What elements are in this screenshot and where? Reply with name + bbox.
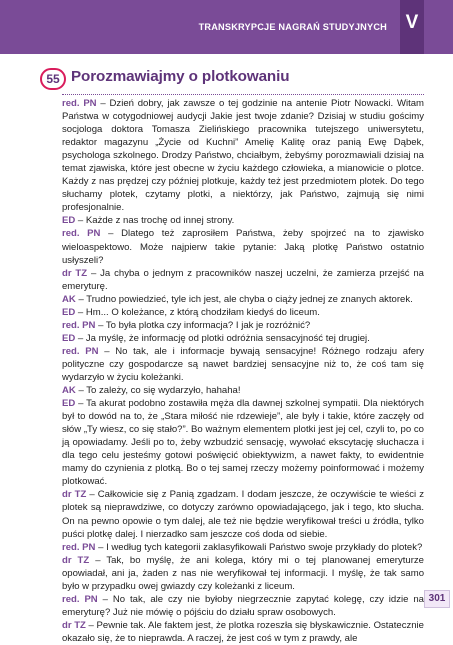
utterance-text: Dzień dobry, jak zawsze o tej godzinie na antenie Piotr Nowacki. Witam Państwa w cotygodniowej audycji Jakie jest twoje zdanie? Dzisiaj w studiu gościmy socjologa doktora Tomasza Zielińskiego pracownika tutejszego uniwersytetu, redaktor magazynu „Życie od Kuchni” Amelię Kalitę oraz panią Ewę Dąbek, psychologa szkolnego. Drodzy Państwo, chciałbym, żebyśmy porozmawiali dzisiaj na temat zjawiska, które jest obecne w życiu każdego człowieka, a mianowicie o plotce. Każdy z nas prędzej czy później plotkuje, każdy też jest przedmiotem plotek. Do tego słuchamy plotek, czytamy plotki, a niektórzy, jak Państwo, zajmują się nimi profesjonalnie. [62,98,424,214]
transcript-turn [62,293,424,306]
speaker-label: red. PN [62,541,96,553]
speaker-label: dr TZ [62,554,90,566]
transcript-body [62,97,424,645]
dash: – [100,228,122,240]
dash: – [95,319,106,331]
speaker-label: dr TZ [62,489,87,501]
chapter-number: V [405,12,419,33]
utterance-text: Tak, bo myślę, że ani kolega, który mi o tej planowanej emeryturze opowiadał, ani ja, żaden z nas nie weryfikował tej informacji. I myślę, że tak samo było w przypadku owej gwiazdy czy koleżanki z liceum. [62,554,424,592]
dash: – [97,593,113,605]
utterance-text: Ja myślę, że informację od plotki odróżnia sensacyjność tej drugiej. [85,332,370,344]
page-number: 301 [424,590,450,608]
dash: – [95,541,107,553]
transcript-turn [62,332,424,345]
speaker-label: dr TZ [62,619,86,631]
utterance-text: Całkowicie się z Panią zgadzam. I dodam jeszcze, że oczywiście te wieści z plotek są nieprawdziwe, co dotyczy zarówno opowiadającego, jak i tego, kto słucha. On na pewno opowie o tym dalej, ale też nie będzie weryfikował treści u źródła, tylko puści plotkę dalej. I nierzadko sam jeszcze coś doda od siebie. [62,489,424,540]
transcript-turn [62,488,424,540]
utterance-text: Hm... O koleżance, z którą chodziłam kiedyś do liceum. [85,306,320,318]
dash: – [75,385,87,397]
transcript-turn [62,97,424,214]
dash: – [75,306,86,318]
speaker-label: AK [62,385,76,397]
section-number-badge: 55 [40,68,66,90]
transcript-turn [62,227,424,266]
transcript-turn [62,554,424,593]
transcript-turn [62,214,424,227]
speaker-label: dr TZ [62,267,88,279]
utterance-text: Dlatego też zaprosiłem Państwa, żeby spojrzeć na to zjawisko wieloaspektowo. Może najpierw takie pytanie: Jaką plotkę Państwo ostatnio usłyszeli? [62,228,424,266]
dash: – [75,293,87,305]
dash: – [87,267,101,279]
speaker-label: red. PN [62,228,101,240]
speaker-label: ED [62,215,76,227]
transcript-turn [62,619,424,645]
speaker-label: red. PN [62,319,96,331]
utterance-text: To była plotka czy informacja? I jak je rozróżnić? [105,319,311,331]
utterance-text: Ja chyba o jednym z pracowników naszej uczelni, że zamierza przejść na emeryturę. [62,267,424,292]
utterance-text: Ta akurat podobno zostawiła męża dla dawnej szkolnej sympatii. Dla niektórych był to dowód na to, że „Stara miłość nie rdzewieje”, ale były i takie, które zaczęły od słów „Ty wiesz, co się stało?”. Bo ważnym elementem plotki jest jej cel, czyli to, po co ją opowiadamy. Jeśli po to, żeby wzbudzić sensację, wywołać ekscytację słuchacza i dla tego celu jesteśmy gotowi poświęcić obiektywizm, a nawet fakty, to ewidentnie mamy do czynienia z plotką. Bo o tej samej rzeczy możemy poinformować i możemy plotkować. [62,398,424,488]
utterance-text: To zależy, co się wydarzyło, hahaha! [86,385,241,397]
chapter-tab [400,0,424,54]
section-title: Porozmawiajmy o plotkowaniu [71,68,290,85]
utterance-text: Każde z nas trochę od innej strony. [85,215,235,227]
speaker-label: ED [62,306,76,318]
transcript-turn [62,593,424,619]
utterance-text: No tak, ale czy nie byłoby niegrzecznie zapytać kolegę, czy idzie na emeryturę? Już nie mówię o pójściu do działu spraw osobowych. [62,593,424,618]
dash: – [75,215,86,227]
dash: – [75,398,87,410]
transcript-turn [62,345,424,384]
transcript-turn [62,267,424,293]
utterance-text: Pewnie tak. Ale faktem jest, że plotka rozeszła się błyskawicznie. Ostatecznie okazało się, że to nieprawda. A raczej, że jest coś w tym z prawdy, ale [62,619,424,644]
dash: – [96,98,110,109]
transcript-turn [62,384,424,397]
dash: – [75,332,86,344]
speaker-label: red. PN [62,345,99,357]
speaker-label: red. PN [62,593,98,605]
dotted-divider [62,94,424,95]
dash: – [98,345,116,357]
transcript-turn [62,319,424,332]
speaker-label: red. PN [62,98,97,109]
running-header: TRANSKRYPCJE NAGRAŃ STUDYJNYCH [198,22,387,32]
dash: – [89,554,107,566]
dash: – [85,619,97,631]
utterance-text: No tak, ale i informacje bywają sensacyjne! Różnego rodzaju afery polityczne czy gospodarcze są nawet bardziej sensacyjne niż to, że coś tam się wydarzyło w życiu koleżanki. [62,345,424,383]
utterance-text: I według tych kategorii zaklasyfikowali Państwo swoje przykłady do plotek? [106,541,423,553]
transcript-turn [62,397,424,488]
transcript-turn [62,541,424,554]
utterance-text: Trudno powiedzieć, tyle ich jest, ale chyba o ciąży jednej ze znanych aktorek. [86,293,413,305]
speaker-label: AK [62,293,76,305]
speaker-label: ED [62,332,76,344]
dash: – [86,489,98,501]
transcript-turn [62,306,424,319]
speaker-label: ED [62,398,76,410]
